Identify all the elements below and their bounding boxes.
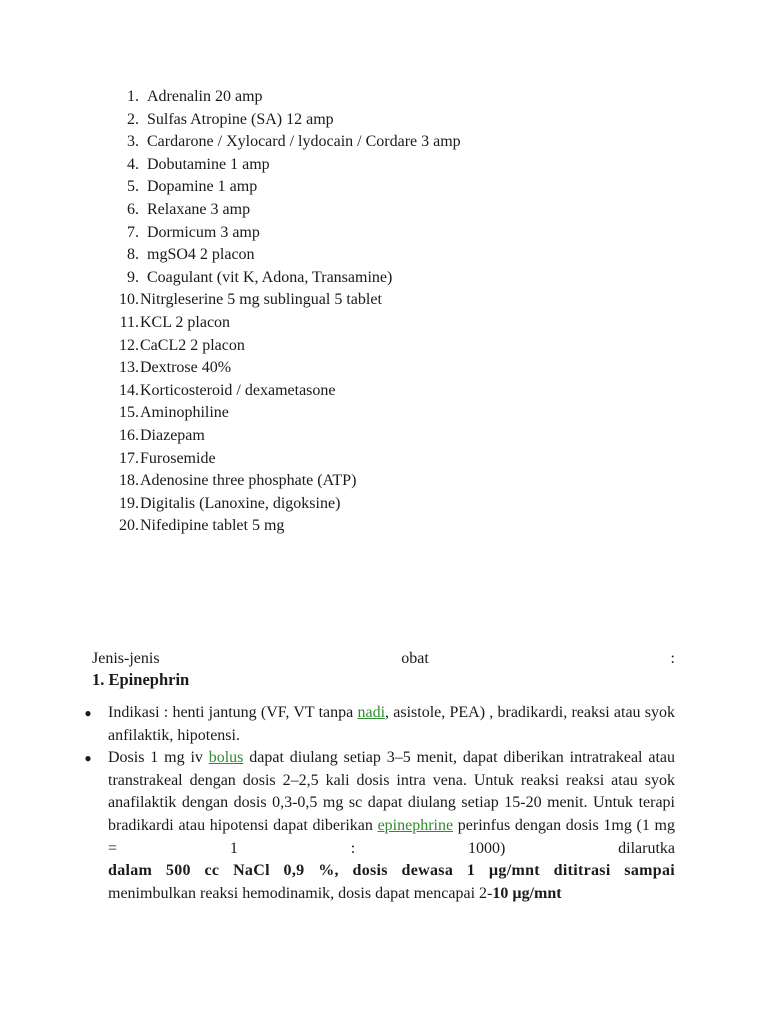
drug-list-item [100,289,461,312]
drug-list-text: Nifedipine tablet 5 mg [140,517,285,535]
drug-list-item [100,448,461,471]
bullet-icon: ● [84,751,92,766]
section-heading: 1. Epinephrin [92,670,190,689]
drug-list-number: 5. [127,178,139,196]
dosage-last-line [108,883,675,906]
drug-list-number: 15. [119,404,139,422]
dosage-bold-line: dalam 500 cc NaCl 0,9 %, dosis dewasa 1 µg/mnt dititrasi sampai [108,862,675,880]
drug-list-text: Sulfas Atropine (SA) 12 amp [147,110,334,128]
drug-list-text: KCL 2 placon [140,313,231,331]
drug-list-item [100,244,461,267]
drug-list-number: 17. [119,449,139,467]
drug-list-item [100,131,461,154]
dosage-last-plain: menimbulkan reaksi hemodinamik, dosis dapat mencapai 2- [108,884,493,902]
drug-list-number: 19. [119,494,139,512]
bullet-list [82,702,675,905]
drug-list-number: 13. [119,359,139,377]
types-line-left: Jenis-jenis [92,650,160,667]
drug-list-item [100,335,461,358]
drug-list-item [100,154,461,177]
bullet-item-dosage [82,747,675,905]
epinephrine-link[interactable]: epinephrine [377,816,454,834]
drug-list-item [100,86,461,109]
drug-list-number: 18. [119,472,139,490]
drug-list-number: 16. [119,426,139,444]
dosage-text-middle: dapat diulang setiap 3–5 menit, dapat diberikan intratrakeal atau transtrakeal dengan dosis 2–2,5 kali dosis intra vena. Untuk reaksi reaksi atau syok anafilaktik dengan dosis 0,3-0,5 mg sc dapat diulang setiap 15-20 menit. Untuk terapi bradikardi atau hipotensi dapat diberikan [108,749,675,834]
drug-list-text: mgSO4 2 placon [147,246,255,264]
types-line-right: : [670,650,675,667]
drug-list-item [100,312,461,335]
drug-list-number: 11. [119,313,139,331]
types-line-middle: obat [401,650,429,667]
drug-list-text: Adrenalin 20 amp [147,88,263,105]
dosage-last-bold: 10 µg/mnt [492,884,562,902]
drug-list-item [100,176,461,199]
indication-text: Indikasi : henti jantung (VF, VT tanpa [108,704,358,721]
dosage-text: Dosis 1 mg iv [108,749,209,767]
drug-list-item [100,380,461,403]
drug-list-item [100,470,461,493]
drug-list-number: 10. [119,291,139,309]
drug-list-item [100,222,461,245]
drug-list-text: Korticosteroid / dexametasone [140,381,336,399]
dosage-paragraph [108,747,675,860]
drug-list-text: Dobutamine 1 amp [147,155,270,173]
drug-list-item [100,402,461,425]
drug-list-number: 3. [127,133,139,151]
drug-list-number: 2. [127,110,139,128]
drug-list-text: Relaxane 3 amp [147,200,251,218]
nadi-link[interactable]: nadi [357,704,386,721]
dosage-text-end: perinfus dengan dosis 1mg (1 mg = 1 : 1000) dilarutka [108,816,675,857]
drug-list-number: 4. [127,155,139,173]
drug-list-item [100,515,461,538]
drug-list-number: 1. [127,88,139,105]
drug-list-number: 7. [127,223,139,241]
drug-list [100,86,461,538]
drug-list-text: Dopamine 1 amp [147,178,258,196]
drug-list-text: Nitrgleserine 5 mg sublingual 5 tablet [140,291,382,309]
drug-list-number: 14. [119,381,139,399]
drug-list-number: 12. [119,336,139,354]
drug-list-text: Furosemide [140,449,216,467]
drug-list-text: Dormicum 3 amp [147,223,260,241]
drug-list-text: Diazepam [140,426,205,444]
drug-list-text: Coagulant (vit K, Adona, Transamine) [147,268,393,286]
bolus-link[interactable]: bolus [208,749,244,767]
drug-list-text: Dextrose 40% [140,359,232,377]
drug-list-text: Aminophiline [140,404,229,422]
drug-list-item [100,425,461,448]
drug-list-text: Adenosine three phosphate (ATP) [140,472,357,490]
drug-list-text: Cardarone / Xylocard / lydocain / Cordare 3 amp [147,133,461,151]
bullet-item-indication [82,702,675,747]
drug-list-number: 9. [127,268,139,286]
drug-list-text: Digitalis (Lanoxine, digoksine) [140,494,341,512]
drug-list-item [100,267,461,290]
types-line [92,648,675,670]
drug-list-number: 8. [127,246,139,264]
drug-list-item [100,493,461,516]
drug-list-item [100,357,461,380]
drug-list-item [100,109,461,132]
bullet-icon: ● [84,706,92,720]
drug-list-number: 6. [127,200,139,218]
drug-list-number: 20. [119,517,139,535]
indication-text-rest: , asistole, PEA) , bradikardi, reaksi atau syok anfilaktik, hipotensi. [108,704,676,744]
indication-paragraph [108,702,675,747]
drug-list-item [100,199,461,222]
drug-list-text: CaCL2 2 placon [140,336,245,354]
